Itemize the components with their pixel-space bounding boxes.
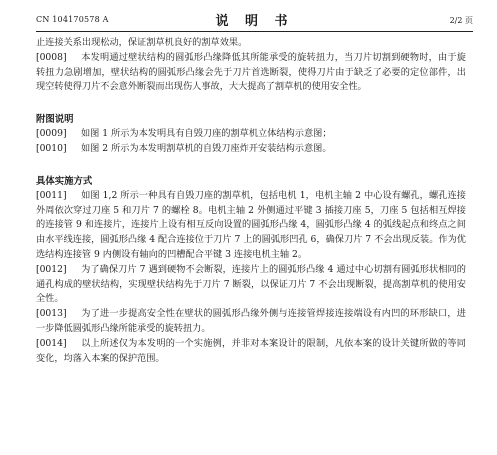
paragraph-text: 为了确保刀片 7 遇到硬物不会断裂，连接片上的圆弧形凸缘 4 通过中心切割有圆弧形状相同的通孔构成的壁状结构，实现壁状结构先于刀片 7 断裂，以保证刀片 7 不会出现断裂，提高割草机的使用安全性。: [36, 263, 466, 305]
paragraph-text: 如图 1,2 所示一种具有自毁刀座的割草机，包括电机 1，电机主轴 2 中心设有螺孔，螺孔连接外周依次穿过刀座 5 和刀片 7 的螺栓 8。电机主轴 2 外侧通过平键 3 插接刀座 5，刀座 5 包括相互焊接的连接管 9 和连接片，连接片上设有相互反向设置的圆弧形凸缘 4，圆弧形凸缘 4 的弧线起点和终点之间由水平线连接，圆弧形凸缘 4 配合连接位于刀片 7 上的圆弧形凹孔 6，确保刀片 7 不会出现反装。作为优选结构连接管 9 内侧设有轴向的凹槽配合平键 3 连接电机主轴 2。: [36, 189, 466, 260]
section-gap: [36, 95, 466, 112]
paragraph-0010: [36, 142, 466, 157]
header-divider: [36, 31, 473, 32]
paragraph-number: [0012]: [36, 263, 67, 275]
continuation-text: 止连接关系出现松动，保证割草机良好的割草效果。: [36, 37, 248, 48]
document-title: 说 明 书: [215, 14, 294, 29]
paragraph-number: [0009]: [36, 128, 67, 140]
paragraph-text: 为了进一步提高安全性在壁状的圆弧形凸缘外侧与连接管焊接连接端设有内凹的环形缺口，进一步降低圆弧形凸缘所能承受的旋转扭力。: [36, 308, 466, 334]
paragraph-0012: [36, 263, 466, 307]
paragraph-text: 如图 1 所示为本发明具有自毁刀座的割草机立体结构示意图；: [81, 128, 332, 140]
paragraph-number: [0014]: [36, 337, 67, 349]
paragraph-0008: [36, 51, 466, 95]
paragraph-0011: [36, 189, 466, 263]
paragraph-number: [0013]: [36, 308, 67, 320]
paragraph-text: 以上所述仅为本发明的一个实施例，并非对本案设计的限制，凡依本案的设计关键所做的等同变化，均落入本案的保护范围。: [36, 337, 466, 364]
paragraph-number: [0011]: [36, 189, 67, 201]
section-gap: [36, 157, 466, 174]
paragraph-0009: [36, 127, 466, 142]
section-heading-embodiment: 具体实施方式: [36, 175, 93, 187]
paragraph-text: 如图 2 所示为本发明割草机的自毁刀座炸开安装结构示意图。: [81, 142, 332, 154]
paragraph-number: [0010]: [36, 142, 67, 154]
paragraph-number: [0008]: [36, 51, 67, 63]
paragraph-text: 本发明通过壁状结构的圆弧形凸缘降低其所能承受的旋转扭力，当刀片切割到硬物时，由于旋转扭力急剧增加，壁状结构的圆弧形凸缘会先于刀片首选断裂，使得刀片由于缺乏了必要的定位部件，出现空转使得刀片不会意外断裂而出现伤人事故，大大提高了割草机的使用安全性。: [36, 51, 466, 93]
page-header: [36, 10, 473, 30]
document-body: [36, 36, 466, 366]
page-number: 2/2 页: [449, 16, 473, 25]
paragraph-0014: [36, 337, 466, 367]
patent-number: CN 104170578 A: [36, 15, 109, 24]
paragraph-0013: [36, 307, 466, 337]
section-heading-drawings: 附图说明: [36, 114, 74, 126]
